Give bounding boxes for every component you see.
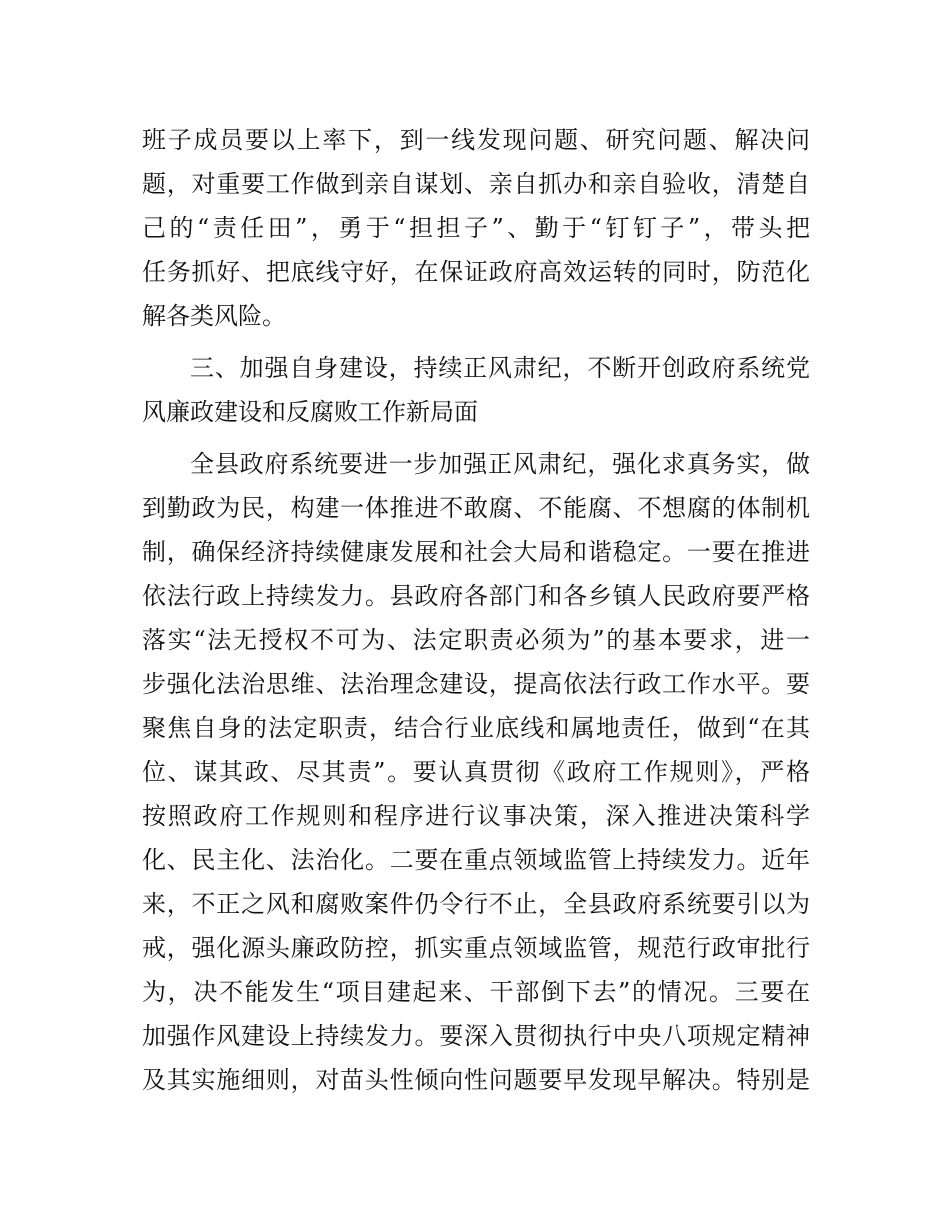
text-line: 依法行政上持续发力。县政府各部门和各乡镇人民政府要严格 (142, 582, 810, 610)
text-line: 班子成员要以上率下，到一线发现问题、研究问题、解决问 (142, 126, 810, 154)
text-line: 制，确保经济持续健康发展和社会大局和谐稳定。一要在推进 (142, 538, 810, 566)
paragraph-body (142, 442, 810, 1102)
text-line: 解各类风险。 (142, 302, 286, 330)
document-body (142, 118, 810, 1110)
heading-line: 风廉政建设和反腐败工作新局面 (142, 398, 478, 426)
text-line: 位、谋其政、尽其责”。要认真贯彻《政府工作规则》，严格 (142, 758, 810, 786)
text-line: 来，不正之风和腐败案件仍令行不止，全县政府系统要引以为 (142, 890, 810, 918)
text-line: 落实“法无授权不可为、法定职责必须为”的基本要求，进一 (142, 626, 810, 654)
text-line: 到勤政为民，构建一体推进不敢腐、不能腐、不想腐的体制机 (142, 494, 810, 522)
heading-line: 三、加强自身建设，持续正风肃纪，不断开创政府系统党 (190, 354, 810, 382)
paragraph-continuation (142, 118, 810, 338)
text-line: 戒，强化源头廉政防控，抓实重点领域监管，规范行政审批行 (142, 934, 810, 962)
text-line: 化、民主化、法治化。二要在重点领域监管上持续发力。近年 (142, 846, 810, 874)
text-line: 为，决不能发生“项目建起来、干部倒下去”的情况。三要在 (142, 978, 810, 1006)
text-line: 按照政府工作规则和程序进行议事决策，深入推进决策科学 (142, 802, 810, 830)
text-line: 题，对重要工作做到亲自谋划、亲自抓办和亲自验收，清楚自 (142, 170, 810, 198)
text-line: 聚焦自身的法定职责，结合行业底线和属地责任，做到“在其 (142, 714, 810, 742)
text-line: 任务抓好、把底线守好，在保证政府高效运转的同时，防范化 (142, 258, 810, 286)
text-line: 加强作风建设上持续发力。要深入贯彻执行中央八项规定精神 (142, 1022, 810, 1050)
text-line: 步强化法治思维、法治理念建设，提高依法行政工作水平。要 (142, 670, 810, 698)
text-line: 及其实施细则，对苗头性倾向性问题要早发现早解决。特别是 (142, 1066, 810, 1094)
text-line: 全县政府系统要进一步加强正风肃纪，强化求真务实，做 (190, 450, 810, 478)
section-heading (142, 346, 810, 434)
text-line: 己的“责任田”，勇于“担担子”、勤于“钉钉子”，带头把 (142, 214, 810, 242)
